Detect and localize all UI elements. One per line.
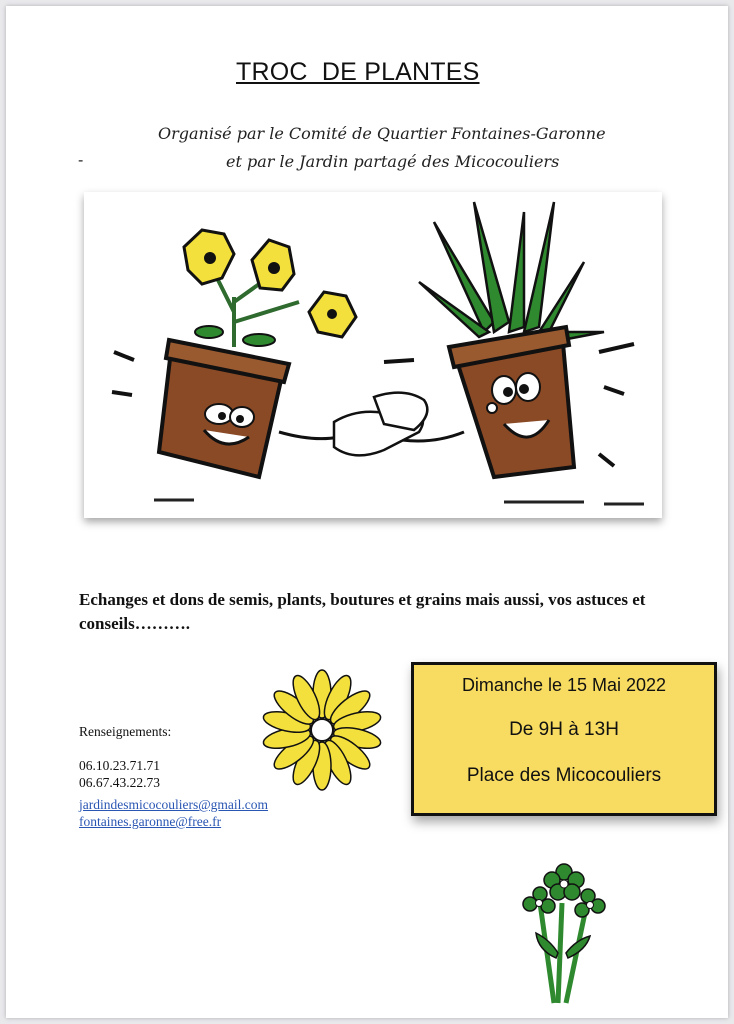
poster-title: TROC DE PLANTES xyxy=(236,58,480,86)
contact-phone-1: 06.10.23.71.71 xyxy=(79,758,160,773)
event-description: Echanges et dons de semis, plants, boutures et grains mais aussi, vos astuces et conseils………. xyxy=(79,590,646,633)
green-bouquet-icon xyxy=(518,858,608,1008)
organizer-line-1: Organisé par le Comité de Quartier Fontaines-Garonne xyxy=(158,124,606,143)
organizer-line-2: et par le Jardin partagé des Micocouliers xyxy=(226,152,560,171)
contact-email-2[interactable]: fontaines.garonne@free.fr xyxy=(79,814,222,829)
contact-label: Renseignements: xyxy=(79,724,172,739)
event-date: Dimanche le 15 Mai 2022 xyxy=(461,675,667,695)
contact-phone-2: 06.67.43.22.73 xyxy=(79,775,160,790)
plant-pots-illustration xyxy=(84,192,662,518)
event-place: Place des Micocouliers xyxy=(466,765,662,786)
organizer-dash: - xyxy=(78,152,84,169)
contact-email-1[interactable]: jardindesmicocouliers@gmail.com xyxy=(79,797,269,812)
event-time: De 9H à 13H xyxy=(509,719,619,740)
event-info-box xyxy=(411,662,717,816)
yellow-daisy-icon xyxy=(258,666,386,794)
poster-page xyxy=(6,6,728,1018)
plant-pots-handshake-illustration xyxy=(84,192,662,518)
